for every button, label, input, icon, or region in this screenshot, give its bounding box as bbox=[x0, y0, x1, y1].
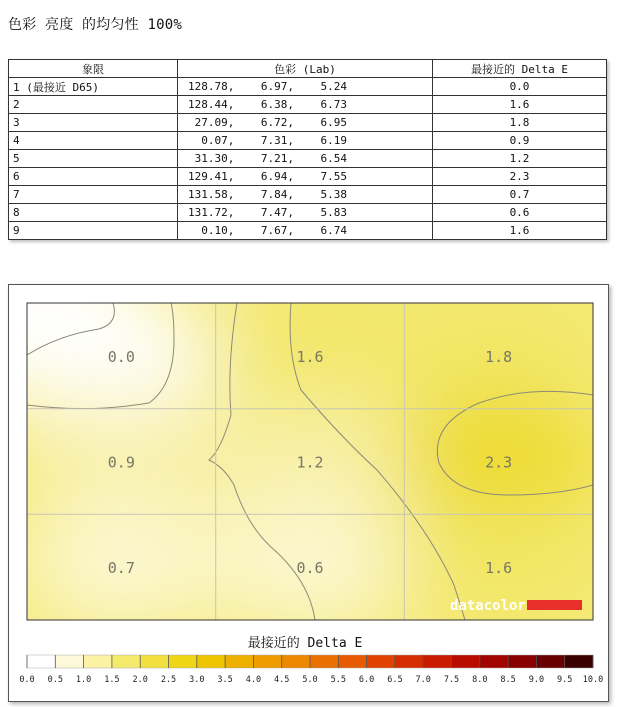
table-row bbox=[9, 78, 607, 96]
scale-tick-label: 7.0 bbox=[415, 675, 431, 685]
scale-swatch bbox=[310, 655, 339, 668]
scale-tick-label: 10.0 bbox=[582, 675, 604, 685]
scale-tick-label: 6.5 bbox=[387, 675, 403, 685]
scale-tick-label: 5.5 bbox=[330, 675, 346, 685]
scale-tick-label: 4.5 bbox=[274, 675, 290, 685]
lab-cell: 131.58, 7.84, 5.38 bbox=[178, 186, 433, 204]
uniformity-chart-panel bbox=[8, 284, 609, 702]
quadrant-cell: 9 bbox=[9, 222, 178, 240]
scale-tick-label: 4.0 bbox=[245, 675, 262, 685]
scale-tick-label: 9.0 bbox=[528, 675, 545, 685]
scale-swatch bbox=[282, 655, 311, 668]
scale-title: 最接近的 Delta E bbox=[247, 636, 363, 651]
quadrant-cell: 8 bbox=[9, 204, 178, 222]
scale-tick-label: 2.5 bbox=[160, 675, 177, 685]
cell-value-label: 1.6 bbox=[296, 347, 324, 366]
scale-tick-label: 0.5 bbox=[47, 675, 63, 685]
table-row bbox=[9, 150, 607, 168]
quadrant-cell: 6 bbox=[9, 168, 178, 186]
scale-swatch bbox=[55, 655, 84, 668]
scale-tick-label: 3.5 bbox=[217, 675, 233, 685]
header-lab: 色彩 (Lab) bbox=[178, 60, 433, 78]
scale-swatch bbox=[508, 655, 537, 668]
scale-swatch bbox=[480, 655, 509, 668]
scale-swatch bbox=[338, 655, 367, 668]
uniformity-heatmap bbox=[9, 285, 608, 701]
scale-tick-label: 7.5 bbox=[443, 675, 460, 685]
delta-e-cell: 0.0 bbox=[433, 78, 607, 96]
delta-e-cell: 1.8 bbox=[433, 114, 607, 132]
scale-swatch bbox=[395, 655, 424, 668]
lab-cell: 128.44, 6.38, 6.73 bbox=[178, 96, 433, 114]
scale-swatch bbox=[423, 655, 452, 668]
delta-e-cell: 0.7 bbox=[433, 186, 607, 204]
scale-swatch bbox=[452, 655, 481, 668]
quadrant-cell: 2 bbox=[9, 96, 178, 114]
scale-tick-label: 3.0 bbox=[189, 675, 205, 685]
table-row bbox=[9, 132, 607, 150]
header-delta-e: 最接近的 Delta E bbox=[433, 60, 607, 78]
delta-e-cell: 1.6 bbox=[433, 96, 607, 114]
table-row bbox=[9, 204, 607, 222]
lab-cell: 31.30, 7.21, 6.54 bbox=[178, 150, 433, 168]
table-row bbox=[9, 114, 607, 132]
scale-swatch bbox=[197, 655, 226, 668]
table-row bbox=[9, 96, 607, 114]
lab-cell: 129.41, 6.94, 7.55 bbox=[178, 168, 433, 186]
cell-value-label: 1.8 bbox=[485, 347, 513, 366]
scale-tick-label: 8.0 bbox=[472, 675, 488, 685]
datacolor-logo-text: datacolor bbox=[450, 598, 526, 614]
quadrant-table bbox=[8, 59, 607, 240]
quadrant-cell: 4 bbox=[9, 132, 178, 150]
scale-swatch bbox=[367, 655, 396, 668]
lab-cell: 27.09, 6.72, 6.95 bbox=[178, 114, 433, 132]
quadrant-cell: 7 bbox=[9, 186, 178, 204]
scale-swatch bbox=[140, 655, 169, 668]
scale-swatch bbox=[536, 655, 565, 668]
scale-swatch bbox=[253, 655, 282, 668]
scale-swatch bbox=[169, 655, 198, 668]
scale-swatch bbox=[565, 655, 594, 668]
table-header-row bbox=[9, 60, 607, 78]
cell-value-label: 0.0 bbox=[107, 347, 135, 366]
scale-swatch bbox=[225, 655, 254, 668]
cell-value-label: 0.6 bbox=[296, 559, 324, 578]
table-row bbox=[9, 168, 607, 186]
delta-e-cell: 2.3 bbox=[433, 168, 607, 186]
table-row bbox=[9, 186, 607, 204]
delta-e-cell: 1.6 bbox=[433, 222, 607, 240]
quadrant-cell: 3 bbox=[9, 114, 178, 132]
cell-value-label: 0.7 bbox=[107, 559, 135, 578]
delta-e-cell: 0.6 bbox=[433, 204, 607, 222]
scale-tick-label: 9.5 bbox=[557, 675, 573, 685]
color-scale bbox=[19, 655, 603, 685]
cell-value-label: 1.2 bbox=[296, 453, 324, 472]
cell-value-label: 2.3 bbox=[485, 453, 513, 472]
page-title: 色彩 亮度 的均匀性 100% bbox=[8, 17, 183, 33]
delta-e-cell: 0.9 bbox=[433, 132, 607, 150]
scale-swatch bbox=[112, 655, 141, 668]
cell-value-label: 1.6 bbox=[485, 559, 513, 578]
table-row bbox=[9, 222, 607, 240]
lab-cell: 131.72, 7.47, 5.83 bbox=[178, 204, 433, 222]
scale-tick-label: 1.5 bbox=[104, 675, 120, 685]
scale-tick-label: 2.0 bbox=[132, 675, 148, 685]
delta-e-cell: 1.2 bbox=[433, 150, 607, 168]
scale-tick-label: 8.5 bbox=[500, 675, 516, 685]
lab-cell: 128.78, 6.97, 5.24 bbox=[178, 78, 433, 96]
quadrant-cell: 1 (最接近 D65) bbox=[9, 78, 178, 96]
lab-cell: 0.10, 7.67, 6.74 bbox=[178, 222, 433, 240]
scale-tick-label: 0.0 bbox=[19, 675, 35, 685]
scale-tick-label: 1.0 bbox=[75, 675, 92, 685]
scale-tick-label: 5.0 bbox=[302, 675, 318, 685]
scale-swatch bbox=[27, 655, 56, 668]
scale-tick-label: 6.0 bbox=[358, 675, 375, 685]
header-quadrant: 象限 bbox=[9, 60, 178, 78]
quadrant-cell: 5 bbox=[9, 150, 178, 168]
cell-value-label: 0.9 bbox=[107, 453, 135, 472]
datacolor-logo-bar bbox=[527, 600, 582, 610]
lab-cell: 0.07, 7.31, 6.19 bbox=[178, 132, 433, 150]
scale-swatch bbox=[84, 655, 113, 668]
